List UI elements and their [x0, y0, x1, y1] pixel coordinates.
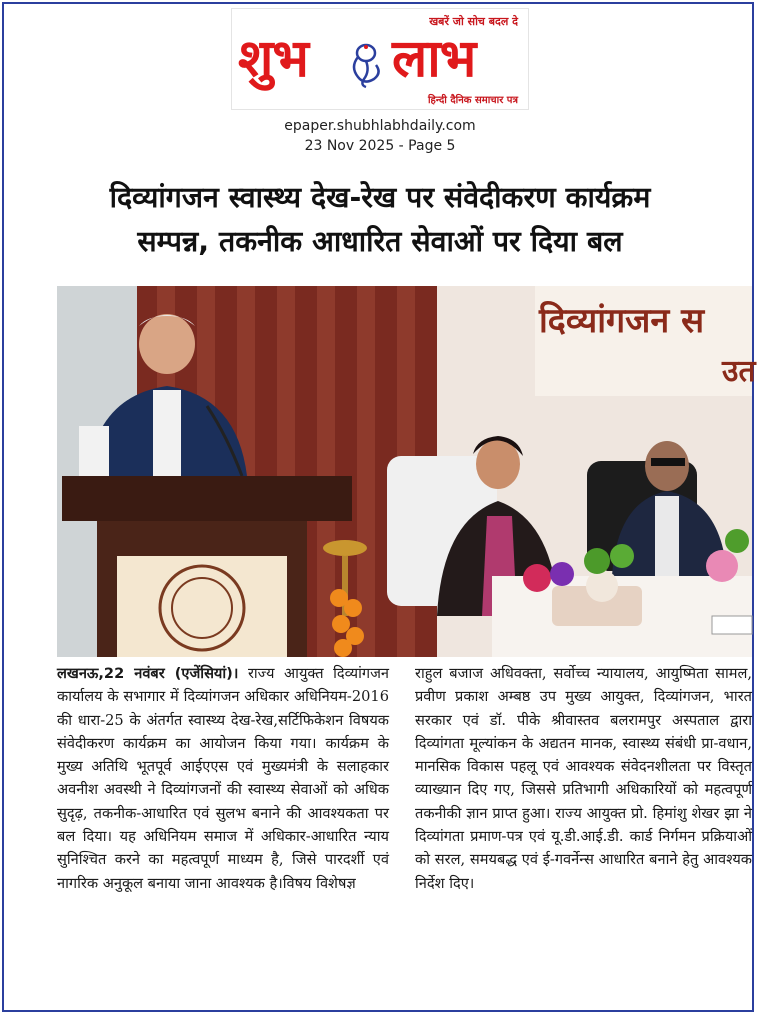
article-column-right — [415, 662, 752, 895]
photo-banner-text-2: उत — [722, 354, 756, 389]
article-body-left: राज्य आयुक्त दिव्यांगजन कार्यालय के सभागार में दिव्यांगजन अधिकार अधिनियम-2016 की धारा-25 के अंतर्गत स्वास्थ्य देख-रेख,सर्टिफिकेशन विषयक संवेदीकरण कार्यक्रम का आयोजन किया गया। कार्यक्रम के मुख्य अतिथि भूतपूर्व आईएएस एवं मुख्यमंत्री के सलाहकार अवनीश अवस्थी ने दिव्यांगजनों की स्वास्थ्य सेवाओं को अधिक सुदृढ़, तकनीक-आधारित एवं सुलभ बनाने की आवश्यकता पर बल दिया। यह अधिनियम समाज में अधिकार-आधारित न्याय सुनिश्चित करने का महत्वपूर्ण माध्यम है, जिसे पारदर्शी एवं नागरिक अनुकूल बनाया जाना आवश्यक है।विषय विशेषज्ञ — [57, 665, 390, 892]
edition-date-page: 23 Nov 2025 - Page 5 — [304, 138, 456, 154]
masthead-tagline: खबरें जो सोच बदल दे — [429, 15, 518, 28]
headline-line-2: सम्पन्न, तकनीक आधारित सेवाओं पर दिया बल — [137, 225, 623, 258]
article-column-left — [57, 662, 389, 895]
masthead-subtitle: हिन्दी दैनिक समाचार पत्र — [427, 95, 518, 106]
photo-banner-text: दिव्यांगजन स — [539, 301, 705, 341]
event-photo — [57, 286, 756, 657]
logo-word-shubh: शुभ — [238, 28, 308, 89]
article-body-right: राहुल बजाज अधिवक्ता, सर्वोच्च न्यायालय, आयुष्मिता सामल, प्रवीण प्रकाश अम्बष्ठ उप मुख्य आयुक्त, दिव्यांगजन, भारत सरकार एवं डॉ. पीके श्रीवास्तव बलरामपुर अस्पताल द्वारा दिव्यांगता मूल्यांकन के अद्यतन मानक, स्वास्थ्य संबंधी प्रा-वधान, मानसिक विकास पहलू एवं आवश्यक संवेदनशीलता पर विस्तृत व्याख्यान दिए गए, जिससे प्रतिभागी अधिकारियों को महत्वपूर्ण तकनीकी ज्ञान प्राप्त हुआ। राज्य आयुक्त प्रो. हिमांशु शेखर झा ने दिव्यांगता प्रमाण-पत्र एवं यू.डी.आई.डी. कार्ड निर्गमन प्रक्रियाओं को सरल, समयबद्ध एवं ई-गवर्नेन्स आधारित बनाने हेतु आवश्यक निर्देश दिए। — [415, 665, 752, 892]
article-dateline: लखनऊ,22 नवंबर (एजेंसियां)। — [57, 665, 239, 682]
logo-word-labh: लाभ — [392, 28, 476, 89]
ganesh-logo-icon — [344, 39, 388, 91]
epaper-url: epaper.shubhlabhdaily.com — [284, 118, 476, 134]
headline-line-1: दिव्यांगजन स्वास्थ्य देख-रेख पर संवेदीकरण कार्यक्रम — [109, 181, 651, 214]
newspaper-masthead — [231, 8, 529, 110]
article-headline — [40, 176, 720, 264]
